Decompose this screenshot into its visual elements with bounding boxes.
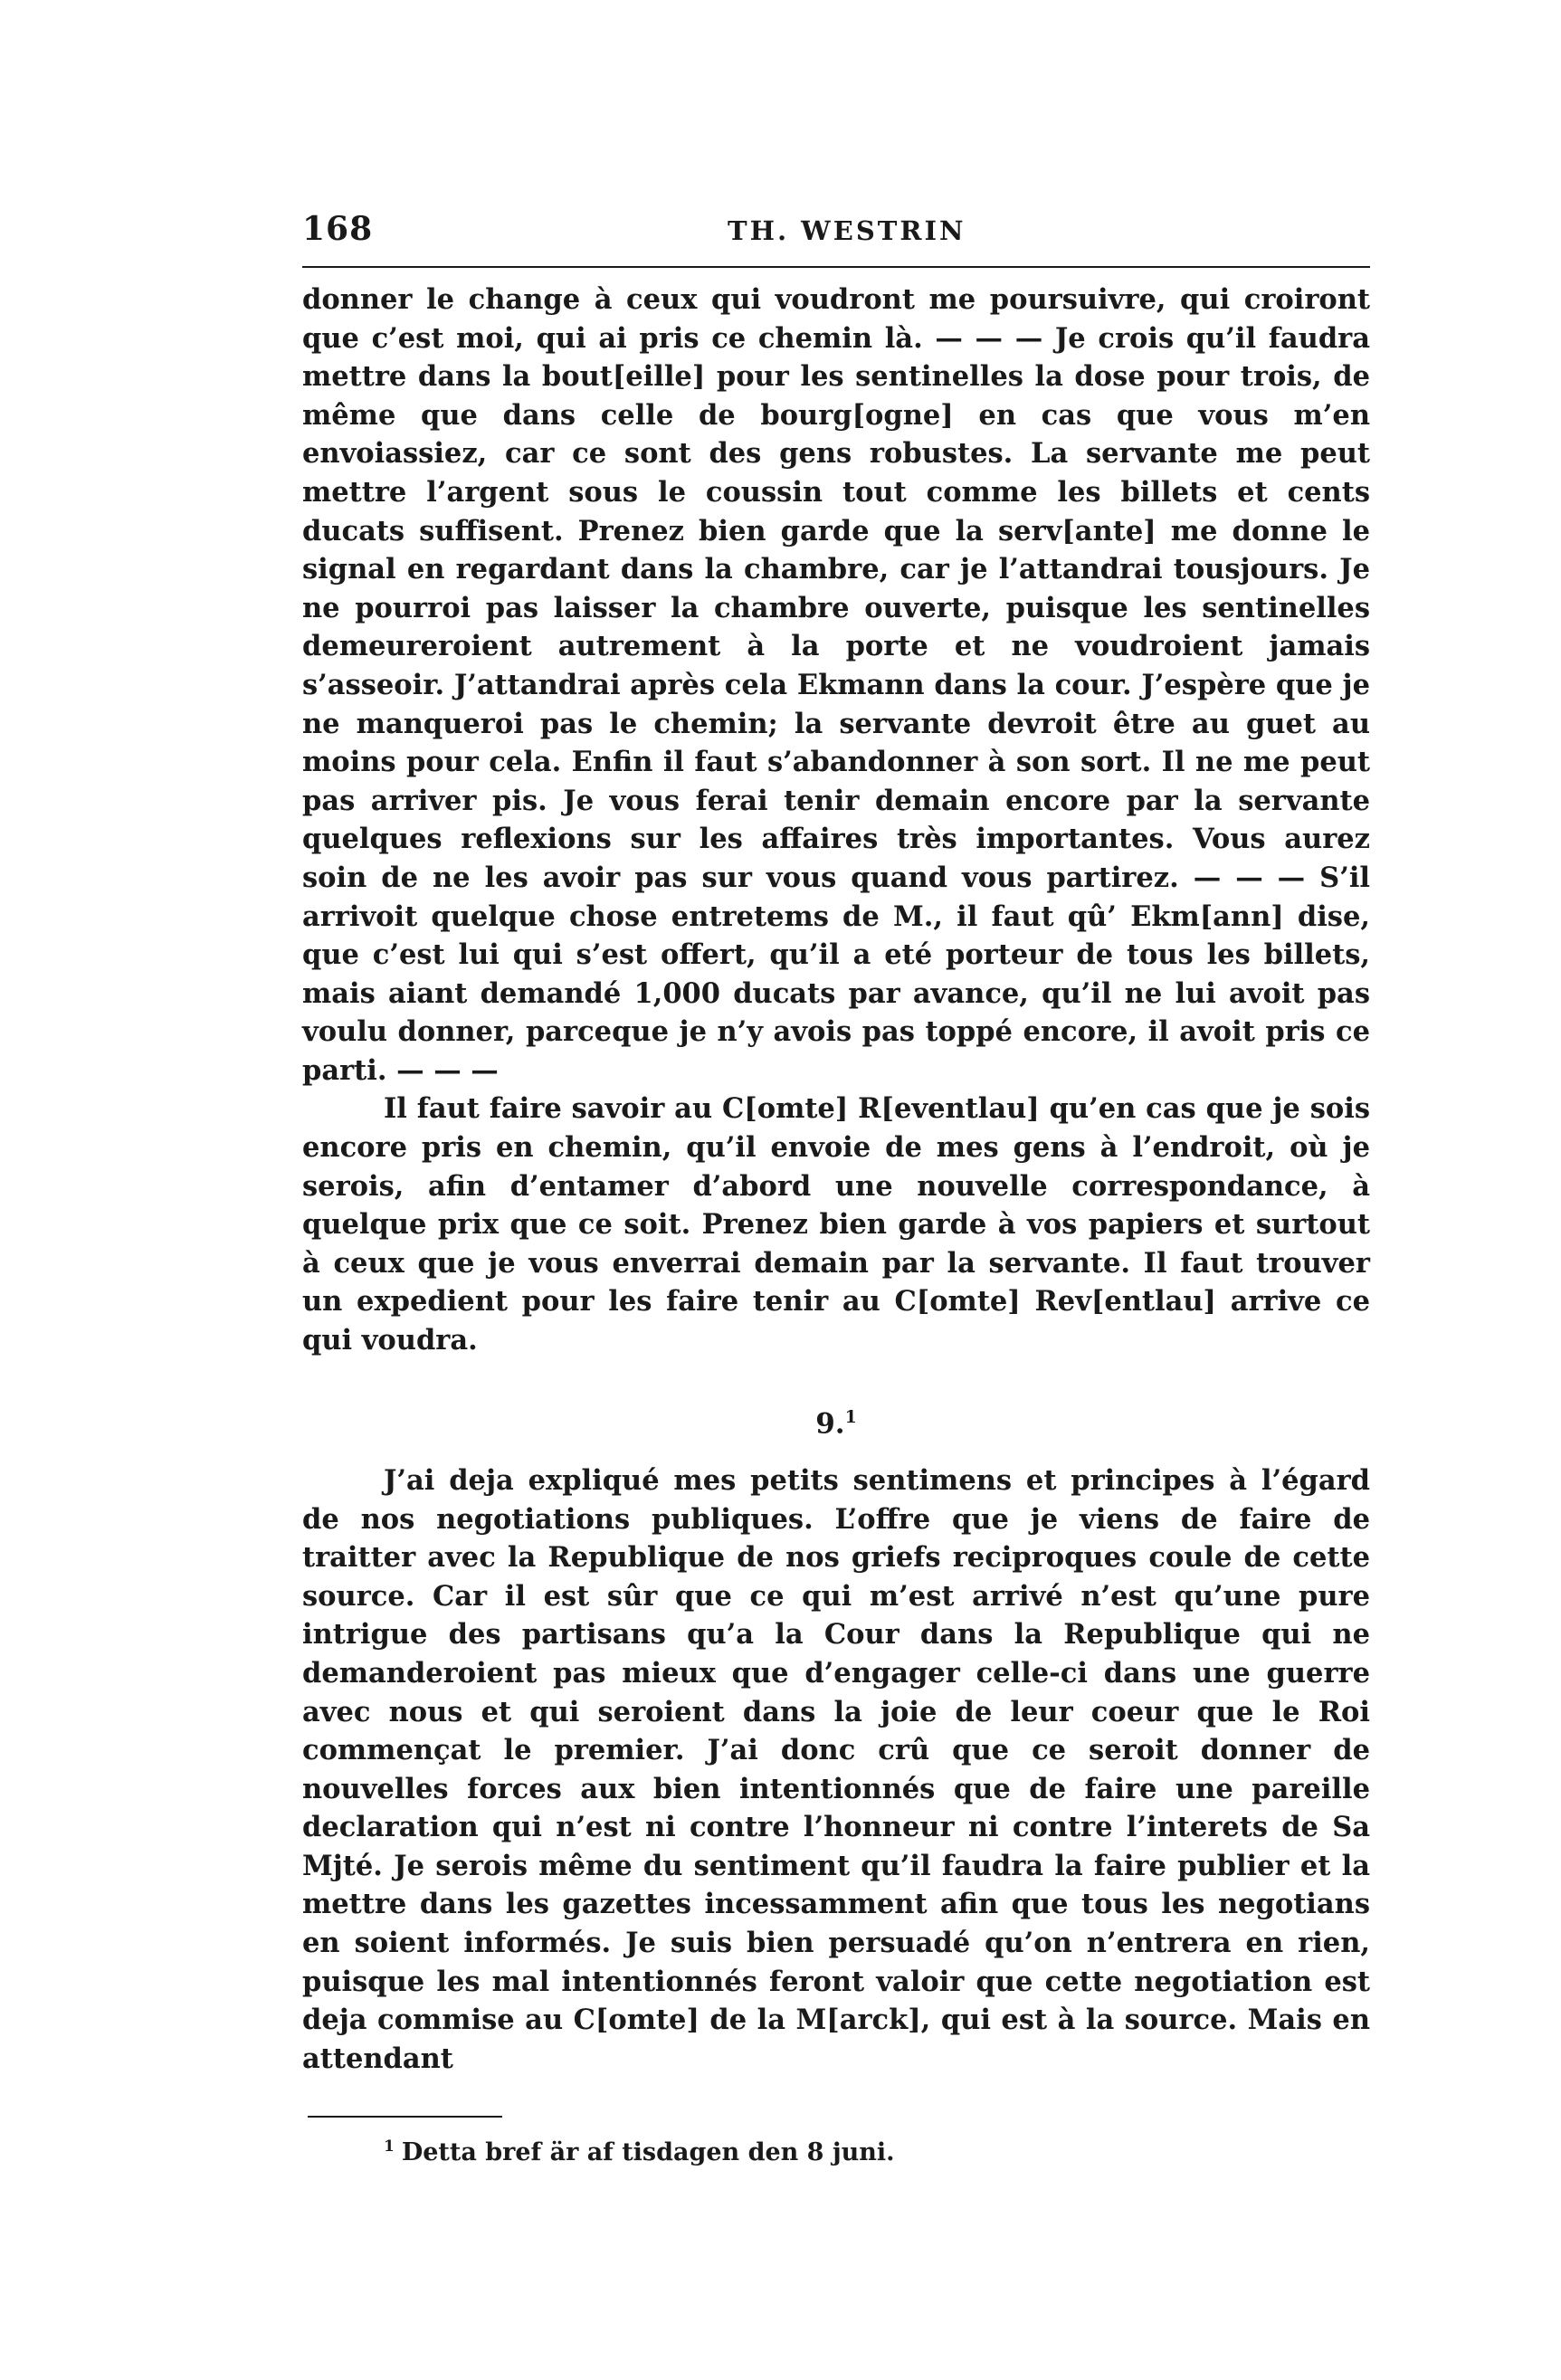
running-head (302, 210, 1370, 261)
footnote (302, 2137, 1370, 2166)
footnote-marker: 1 (384, 2137, 395, 2156)
paragraph-continued: donner le change à ceux qui voudront me poursuivre, qui croiront que c’est moi, qui ai pris ce chemin là. — — — Je crois qu’il faudra mettre dans la bout[eille] pour les sentinelles la dose pour trois, de même que dans celle de bourg[ogne] en cas que vous m’en envoiassiez, car ce sont des gens robustes. La servante me peut mettre l’argent sous le coussin tout comme les billets et cents ducats suffisent. Prenez bien garde que la serv[ante] me donne le signal en regardant dans la chambre, car je l’attandrai tousjours. Je ne pourroi pas laisser la chambre ouverte, puisque les sentinelles demeureroient autrement à la porte et ne voudroient jamais s’asseoir. J’attandrai après cela Ekmann dans la cour. J’espère que je ne manqueroi pas le chemin; la servante devroit être au guet au moins pour cela. Enfin il faut s’abandonner à son sort. Il ne me peut pas arriver pis. Je vous ferai tenir demain encore par la servante quelques reflexions sur les affaires très importantes. Vous aurez soin de ne les avoir pas sur vous quand vous partirez. — — — S’il arrivoit quelque chose entretems de M., il faut qû’ Ekm[ann] dise, que c’est lui qui s’est offert, qu’il a eté porteur de tous les billets, mais aiant demandé 1,000 ducats par avance, qu’il ne lui avoit pas voulu donner, parceque je n’y avois pas toppé encore, il avoit pris ce parti. — — — (302, 283, 1370, 1087)
footnote-rule (308, 2116, 502, 2118)
letter-number: 9. (815, 1406, 845, 1440)
paragraph: Il faut faire savoir au C[omte] R[eventlau] qu’en cas que je sois encore pris en chemin, qu’il envoie de mes gens à l’endroit, où je serois, afin d’entamer d’abord une nouvelle correspondance, à quelque prix que ce soit. Prenez bien garde à vos papiers et surtout à ceux que je vous enverrai demain par la servante. Il faut trouver un expedient pour les faire tenir au C[omte] Rev[entlau] arrive ce qui voudra. (302, 1092, 1370, 1357)
book-page (302, 210, 1370, 2291)
page-number: 168 (302, 210, 374, 248)
running-title: TH. WESTRIN (728, 215, 966, 246)
body-text (302, 281, 1370, 2078)
header-rule (302, 266, 1370, 268)
footnote-reference: 1 (844, 1406, 857, 1427)
letter-heading (302, 1407, 1370, 1440)
paragraph: J’ai deja expliqué mes petits sentimens et principes à l’égard de nos negotiations publiques. L’offre que je viens de faire de traitter avec la Republique de nos griefs reciproques coule de cette source. Car il est sûr que ce qui m’est arrivé n’est qu’une pure intrigue des partisans qu’a la Cour dans la Republique qui ne demanderoient pas mieux que d’engager celle-ci dans une guerre avec nous et qui seroient dans la joie de leur coeur que le Roi commençat le premier. J’ai donc crû que ce seroit donner de nouvelles forces aux bien intentionnés que de faire une pareille declaration qui n’est ni contre l’honneur ni contre l’interets de Sa Mjté. Je serois même du sentiment qu’il faudra la faire publier et la mettre dans les gazettes incessamment afin que tous les negotians en soient informés. Je suis bien persuadé qu’on n’entrera en rien, puisque les mal intentionnés feront valoir que cette negotiation est deja commise au C[omte] de la M[arck], qui est à la source. Mais en attendant (302, 1463, 1370, 2075)
footnote-text: Detta bref är af tisdagen den 8 juni. (401, 2138, 895, 2167)
